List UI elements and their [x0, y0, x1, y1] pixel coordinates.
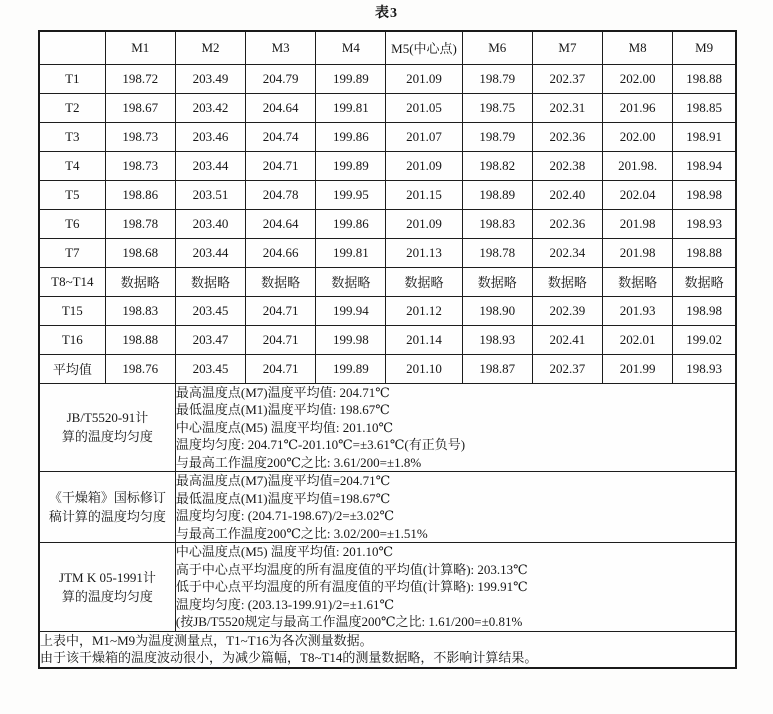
calculation-sections [39, 383, 736, 631]
data-cell: 199.86 [316, 209, 386, 238]
data-cell: 198.73 [105, 151, 175, 180]
footer-note [39, 631, 736, 668]
data-cell: 203.47 [175, 325, 245, 354]
data-cell: 198.82 [462, 151, 532, 180]
data-cell: 数据略 [105, 267, 175, 296]
data-cell: 数据略 [673, 267, 736, 296]
data-cell: 199.98 [316, 325, 386, 354]
column-header-m4: M4 [316, 31, 386, 64]
column-header-m1: M1 [105, 31, 175, 64]
data-cell: 199.81 [316, 93, 386, 122]
calc-result-line: 与最高工作温度200℃之比: 3.61/200=±1.8% [175, 454, 422, 470]
column-header-m5: M5(中心点) [386, 31, 462, 64]
calc-result-content [175, 472, 736, 543]
row-label: T3 [39, 122, 105, 151]
data-cell: 201.09 [386, 209, 462, 238]
data-cell: 204.66 [246, 238, 316, 267]
table-row [39, 122, 736, 151]
table-row [39, 209, 736, 238]
calc-result-line: 高于中心点平均温度的所有温度值的平均值(计算略): 203.13℃ [175, 561, 528, 577]
data-cell: 204.71 [246, 296, 316, 325]
data-cell: 198.94 [673, 151, 736, 180]
data-cell: 199.89 [316, 354, 386, 383]
calc-result-line: 最高温度点(M7)温度平均值: 204.71℃ [175, 384, 390, 400]
data-cell: 202.40 [532, 180, 602, 209]
table-row [39, 325, 736, 354]
calc-result-line: 中心温度点(M5) 温度平均值: 201.10℃ [175, 419, 393, 435]
data-cell: 201.09 [386, 151, 462, 180]
row-label: T16 [39, 325, 105, 354]
data-cell: 202.04 [603, 180, 673, 209]
data-cell: 204.64 [246, 93, 316, 122]
data-cell: 198.98 [673, 180, 736, 209]
data-cell: 198.75 [462, 93, 532, 122]
data-cell: 198.88 [673, 238, 736, 267]
data-cell: 204.71 [246, 354, 316, 383]
footer-row [39, 631, 736, 668]
data-cell: 202.37 [532, 354, 602, 383]
calc-method-label-line: 《干燥箱》国标修订 [48, 490, 166, 505]
data-cell: 198.73 [105, 122, 175, 151]
table-row [39, 267, 736, 296]
table-title: 表3 [375, 6, 398, 21]
data-cell: 203.40 [175, 209, 245, 238]
data-cell: 201.15 [386, 180, 462, 209]
measurement-rows [39, 64, 736, 383]
column-header-m9: M9 [673, 31, 736, 64]
data-cell: 202.37 [532, 64, 602, 93]
data-cell: 198.98 [673, 296, 736, 325]
table-row [39, 151, 736, 180]
data-cell: 201.10 [386, 354, 462, 383]
data-cell: 203.45 [175, 296, 245, 325]
data-cell: 198.90 [462, 296, 532, 325]
data-cell: 204.71 [246, 325, 316, 354]
column-header-m2: M2 [175, 31, 245, 64]
table-row [39, 354, 736, 383]
data-cell: 198.85 [673, 93, 736, 122]
calc-method-label-line: 算的温度均匀度 [61, 429, 153, 445]
calc-result-line: 温度均匀度: (204.71-198.67)/2=±3.02℃ [175, 508, 395, 523]
corner-cell [39, 31, 105, 64]
data-cell: 198.93 [462, 325, 532, 354]
calc-result-content [175, 383, 736, 472]
data-cell: 数据略 [175, 267, 245, 296]
data-cell: 202.01 [603, 325, 673, 354]
footer-note-line: 由于该干燥箱的温度波动很小，为减少篇幅，T8~T14的测量数据略，不影响计算结果。 [40, 650, 538, 665]
data-cell: 199.89 [316, 151, 386, 180]
data-cell: 204.79 [246, 64, 316, 93]
calc-result-content [175, 543, 736, 632]
calc-result-line: 温度均匀度: (203.13-199.91)/2=±1.61℃ [175, 596, 395, 612]
row-label: 平均值 [39, 354, 105, 383]
data-cell: 数据略 [386, 267, 462, 296]
data-cell: 202.39 [532, 296, 602, 325]
data-cell: 数据略 [603, 267, 673, 296]
data-cell: 198.78 [105, 209, 175, 238]
calc-section-row [39, 472, 736, 543]
data-cell: 198.86 [105, 180, 175, 209]
data-cell: 201.13 [386, 238, 462, 267]
data-cell: 198.93 [673, 354, 736, 383]
row-label: T1 [39, 64, 105, 93]
data-cell: 204.78 [246, 180, 316, 209]
row-label: T2 [39, 93, 105, 122]
data-cell: 201.96 [603, 93, 673, 122]
calc-method-label-line: 算的温度均匀度 [61, 588, 153, 604]
data-cell: 203.46 [175, 122, 245, 151]
data-cell: 198.78 [462, 238, 532, 267]
data-cell: 202.41 [532, 325, 602, 354]
table-row [39, 180, 736, 209]
data-cell: 201.99 [603, 354, 673, 383]
data-cell: 204.74 [246, 122, 316, 151]
data-cell: 198.83 [462, 209, 532, 238]
row-label: T15 [39, 296, 105, 325]
row-label: T4 [39, 151, 105, 180]
table-row [39, 64, 736, 93]
data-cell: 198.79 [462, 122, 532, 151]
data-cell: 202.00 [603, 64, 673, 93]
data-cell: 199.02 [673, 325, 736, 354]
calc-result-line: 最低温度点(M1)温度平均值=198.67℃ [175, 490, 391, 506]
data-cell: 201.09 [386, 64, 462, 93]
column-header-m7: M7 [532, 31, 602, 64]
data-cell: 199.89 [316, 64, 386, 93]
data-cell: 198.72 [105, 64, 175, 93]
calc-method-label-line: JB/T5520-91计 [66, 410, 149, 426]
table-row [39, 296, 736, 325]
data-cell: 204.71 [246, 151, 316, 180]
temperature-measurement-table [38, 30, 737, 669]
calc-section-row [39, 383, 736, 472]
data-cell: 203.42 [175, 93, 245, 122]
data-cell: 199.86 [316, 122, 386, 151]
row-label: T7 [39, 238, 105, 267]
data-cell: 201.14 [386, 325, 462, 354]
data-cell: 203.44 [175, 151, 245, 180]
data-cell: 199.81 [316, 238, 386, 267]
calc-method-label [39, 543, 175, 632]
header-row [39, 31, 736, 64]
data-cell: 203.44 [175, 238, 245, 267]
calc-method-label [39, 472, 175, 543]
row-label: T8~T14 [39, 267, 105, 296]
data-cell: 202.31 [532, 93, 602, 122]
row-label: T5 [39, 180, 105, 209]
table-row [39, 93, 736, 122]
calc-result-line: (按JB/T5520规定与最高工作温度200℃之比: 1.61/200=±0.81% [175, 614, 523, 629]
calc-result-line: 最高温度点(M7)温度平均值=204.71℃ [175, 473, 391, 488]
data-cell: 数据略 [532, 267, 602, 296]
calc-method-label-line: 稿计算的温度均匀度 [48, 509, 166, 524]
calc-result-line: 最低温度点(M1)温度平均值: 198.67℃ [175, 402, 390, 417]
data-cell: 201.07 [386, 122, 462, 151]
data-cell: 数据略 [462, 267, 532, 296]
data-cell: 201.12 [386, 296, 462, 325]
data-cell: 198.88 [105, 325, 175, 354]
calc-result-line: 中心温度点(M5) 温度平均值: 201.10℃ [175, 544, 393, 559]
data-cell: 198.88 [673, 64, 736, 93]
data-cell: 201.98. [603, 151, 673, 180]
table-row [39, 238, 736, 267]
data-cell: 201.98 [603, 209, 673, 238]
calc-method-label-line: JTM K 05-1991计 [59, 569, 156, 585]
data-cell: 202.36 [532, 209, 602, 238]
footer-note-line: 上表中，M1~M9为温度测量点，T1~T16为各次测量数据。 [40, 632, 373, 648]
data-cell: 202.36 [532, 122, 602, 151]
data-cell: 198.67 [105, 93, 175, 122]
data-cell: 202.38 [532, 151, 602, 180]
column-header-m3: M3 [246, 31, 316, 64]
column-header-m8: M8 [603, 31, 673, 64]
data-cell: 198.83 [105, 296, 175, 325]
calc-result-line: 温度均匀度: 204.71℃-201.10℃=±3.61℃(有正负号) [175, 437, 466, 452]
calc-method-label [39, 383, 175, 472]
data-cell: 数据略 [246, 267, 316, 296]
column-header-m6: M6 [462, 31, 532, 64]
data-cell: 203.45 [175, 354, 245, 383]
data-cell: 204.64 [246, 209, 316, 238]
data-cell: 199.95 [316, 180, 386, 209]
data-cell: 203.49 [175, 64, 245, 93]
data-cell: 198.93 [673, 209, 736, 238]
data-cell: 201.93 [603, 296, 673, 325]
calc-section-row [39, 543, 736, 632]
row-label: T6 [39, 209, 105, 238]
data-cell: 201.98 [603, 238, 673, 267]
data-cell: 198.68 [105, 238, 175, 267]
data-cell: 202.34 [532, 238, 602, 267]
calc-result-line: 与最高工作温度200℃之比: 3.02/200=±1.51% [175, 525, 428, 541]
data-cell: 198.87 [462, 354, 532, 383]
data-cell: 203.51 [175, 180, 245, 209]
data-cell: 198.76 [105, 354, 175, 383]
data-cell: 198.79 [462, 64, 532, 93]
data-cell: 数据略 [316, 267, 386, 296]
data-cell: 202.00 [603, 122, 673, 151]
data-cell: 199.94 [316, 296, 386, 325]
data-cell: 201.05 [386, 93, 462, 122]
data-cell: 198.91 [673, 122, 736, 151]
calc-result-line: 低于中心点平均温度的所有温度值的平均值(计算略): 199.91℃ [175, 579, 528, 594]
data-cell: 198.89 [462, 180, 532, 209]
